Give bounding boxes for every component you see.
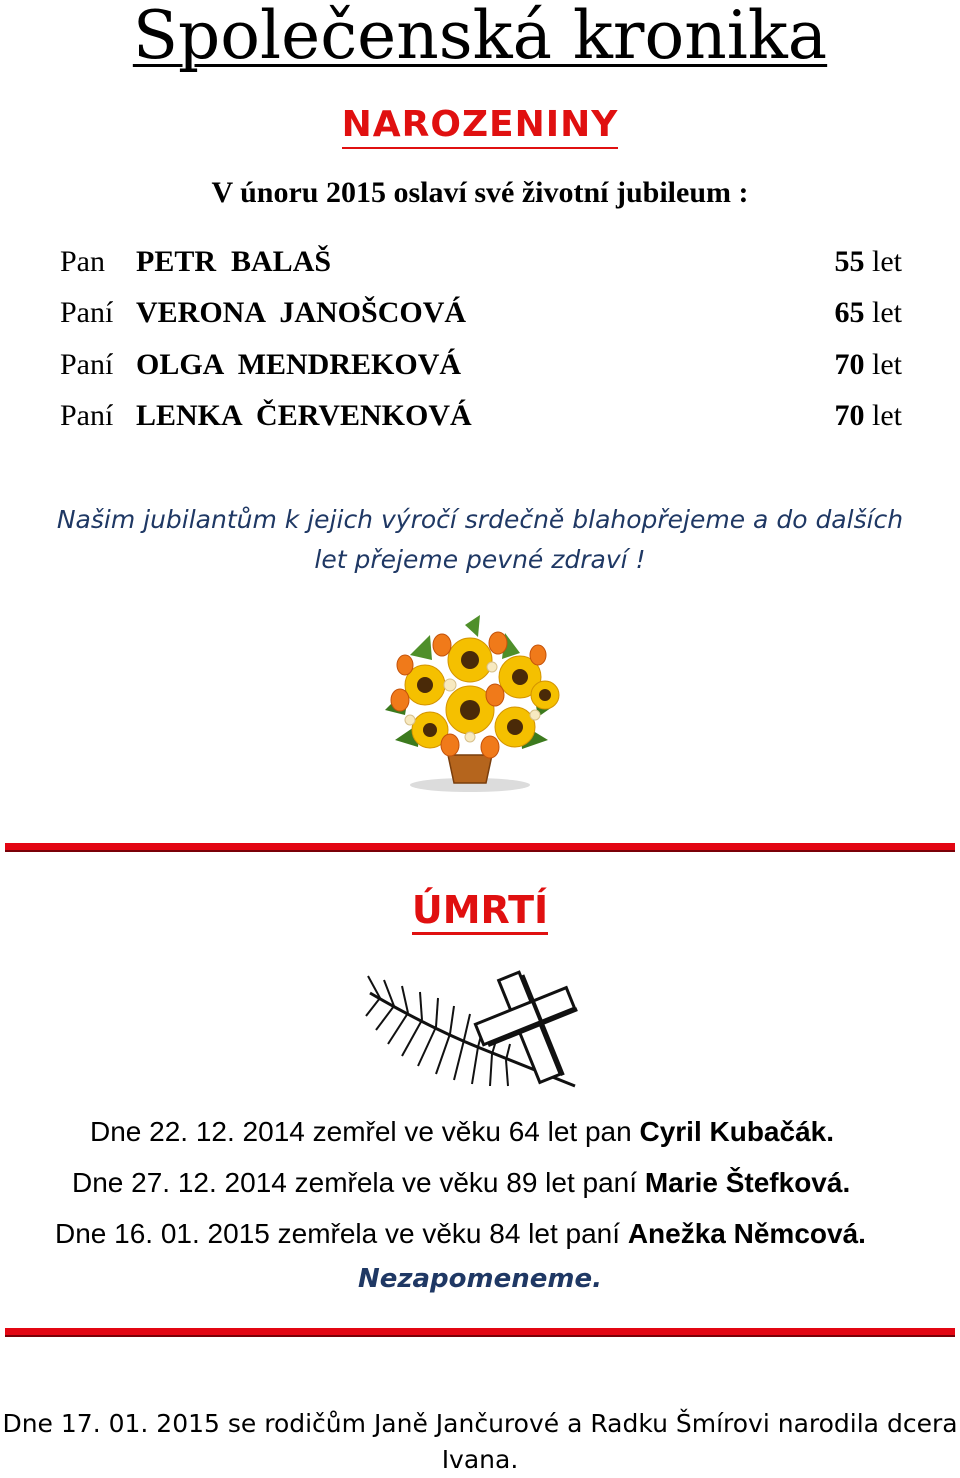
death-entry-text: Dne 22. 12. 2014 zemřel ve věku 64 let pan	[90, 1116, 640, 1147]
jubilee-age	[835, 342, 903, 388]
jubilee-row	[60, 239, 902, 285]
death-entry-text: Dne 16. 01. 2015 zemřela ve věku 84 let paní	[55, 1218, 628, 1249]
section-divider	[5, 843, 955, 852]
death-entry-name: Anežka Němcová.	[627, 1218, 866, 1249]
birthday-wish	[0, 500, 960, 580]
jubilee-row	[60, 342, 902, 388]
jubilee-title: Paní	[60, 348, 114, 381]
jubilee-age-unit: let	[872, 348, 902, 381]
jubilee-name: LENKA ČERVENKOVÁ	[136, 399, 472, 432]
jubilee-name: PETR BALAŠ	[136, 245, 332, 278]
jubilee-name: VERONA JANOŠCOVÁ	[136, 296, 467, 329]
jubilee-age-number: 70	[834, 348, 865, 381]
jubilee-age-number: 70	[834, 399, 865, 432]
birthdays-intro: V únoru 2015 oslaví své životní jubileum :	[211, 176, 749, 209]
birth-announcement	[0, 1406, 960, 1478]
birthday-wish-line: let přejeme pevné zdraví !	[314, 545, 646, 574]
birth-announcement-line: Dne 17. 01. 2015 se rodičům Janě Jančurové a Radku Šmírovi narodila dcera	[2, 1409, 958, 1438]
jubilee-age	[835, 393, 903, 439]
jubilee-age	[835, 239, 903, 285]
page-title-text: Společenská kronika	[132, 0, 828, 74]
death-entry-text: Dne 27. 12. 2014 zemřela ve věku 89 let paní	[72, 1167, 645, 1198]
jubilee-row	[60, 290, 902, 336]
page-title	[0, 0, 960, 72]
birthday-wish-line: Našim jubilantům k jejich výročí srdečně blahopřejeme a do dalších	[56, 505, 904, 534]
flower-bouquet-picture	[370, 615, 570, 795]
deaths-heading-text: ÚMRTÍ	[412, 888, 548, 935]
jubilee-age-number: 65	[834, 296, 865, 329]
section-divider	[5, 1328, 955, 1337]
death-entry	[55, 1216, 866, 1252]
deaths-closing: Nezapomeneme.	[357, 1264, 603, 1294]
death-entry	[90, 1114, 834, 1150]
death-entry-name: Cyril Kubačák.	[639, 1116, 834, 1147]
deaths-heading	[0, 888, 960, 932]
jubilee-title: Paní	[60, 399, 114, 432]
cross-and-palm-leaf-picture	[360, 968, 600, 1093]
jubilee-row	[60, 393, 902, 439]
jubilee-age	[835, 290, 903, 336]
jubilee-name: OLGA MENDREKOVÁ	[136, 348, 462, 381]
jubilee-age-number: 55	[834, 245, 865, 278]
jubilee-title: Pan	[60, 245, 105, 278]
jubilee-title: Paní	[60, 296, 114, 329]
birth-announcement-line: Ivana.	[441, 1445, 519, 1474]
birthdays-heading-text: NAROZENINY	[342, 104, 619, 149]
jubilee-age-unit: let	[872, 296, 902, 329]
jubilee-age-unit: let	[872, 245, 902, 278]
death-entry	[72, 1165, 850, 1201]
jubilee-age-unit: let	[872, 399, 902, 432]
birthdays-heading	[0, 104, 960, 145]
death-entry-name: Marie Štefková.	[644, 1167, 851, 1198]
